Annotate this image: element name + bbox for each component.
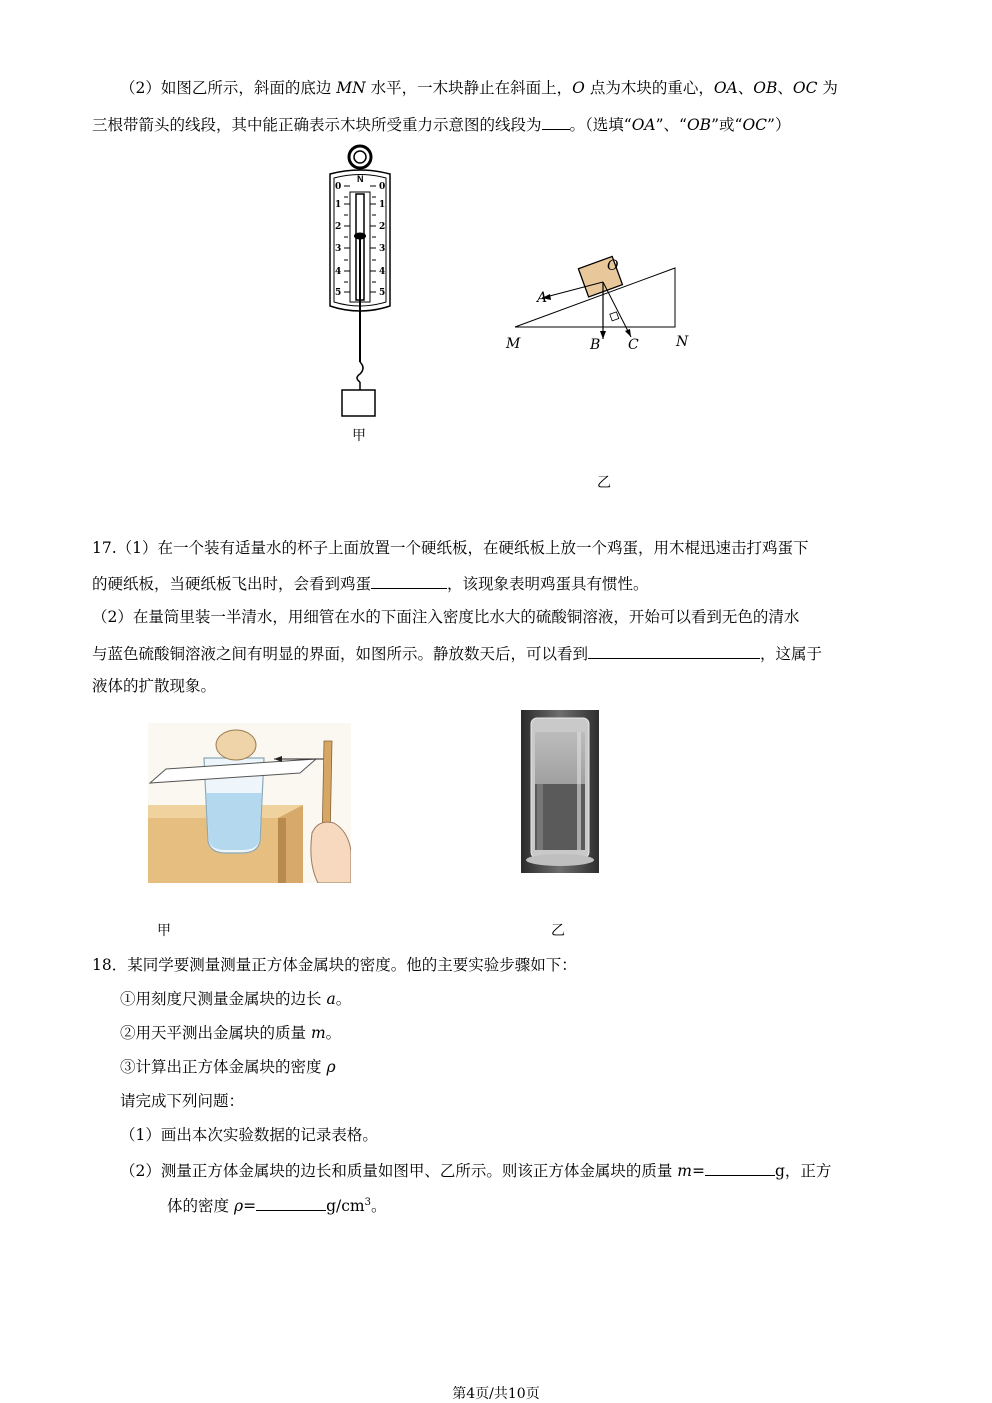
figure-caption-jia-2: 甲	[157, 923, 171, 939]
text: 为	[817, 79, 838, 97]
var-oc: OC	[792, 79, 818, 97]
text: ”、“	[655, 116, 687, 134]
spring-scale-figure	[320, 140, 400, 445]
q18-step3	[120, 1057, 336, 1077]
text: 。（选填“	[569, 116, 632, 134]
label-o: O	[607, 258, 619, 274]
density-answer-blank[interactable]	[256, 1194, 326, 1211]
scale-right-2: 2	[379, 222, 386, 232]
label-a: A	[537, 290, 548, 306]
q18-line1	[92, 955, 577, 975]
var-oa: OA	[713, 79, 738, 97]
scale-left-2: 2	[335, 222, 342, 232]
var-rho: ρ	[326, 1058, 336, 1076]
q18-part1	[120, 1125, 378, 1145]
q17-line1	[92, 538, 809, 558]
scale-left-3: 3	[335, 244, 342, 254]
answer-blank[interactable]	[588, 642, 760, 659]
superscript: 3	[364, 1197, 371, 1208]
text: （2）如图乙所示，斜面的底边	[120, 79, 337, 97]
text: 。	[325, 1024, 342, 1042]
text: 请完成下列问题：	[120, 1092, 245, 1110]
var-ob: OB	[753, 79, 778, 97]
incline-figure	[500, 245, 700, 355]
text: 点为木块的重心，	[584, 79, 714, 97]
text: 、	[777, 79, 793, 97]
var-a: a	[326, 990, 336, 1008]
text: =	[692, 1162, 705, 1180]
text: ，该现象表明鸡蛋具有惯性。	[447, 575, 649, 593]
var-oa: OA	[631, 116, 656, 134]
text: 。	[370, 1197, 387, 1216]
var-m: m	[310, 1024, 326, 1042]
var-ob: OB	[686, 116, 712, 134]
q18-part3	[167, 1193, 386, 1216]
text: ③计算出正方体金属块的密度	[120, 1058, 327, 1076]
scale-right-0: 0	[379, 182, 386, 192]
text: （2）测量正方体金属块的边长和质量如图甲、乙所示。则该正方体金属块的质量	[120, 1162, 678, 1180]
text: 17.（1）在一个装有适量水的杯子上面放置一个硬纸板，在硬纸板上放一个鸡蛋，用木棍迅速击打鸡蛋下	[92, 539, 809, 557]
label-c: C	[628, 337, 639, 353]
text: ②用天平测出金属块的质量	[120, 1024, 311, 1042]
scale-top-letter: N	[357, 174, 364, 184]
scale-left-4: 4	[335, 267, 342, 277]
label-m: M	[506, 336, 521, 352]
text: 水平，一木块静止在斜面上，	[365, 79, 573, 97]
text: 的硬纸板，当硬纸板飞出时，会看到鸡蛋	[92, 575, 372, 593]
text: 液体的扩散现象。	[92, 677, 217, 695]
text: ”）	[767, 116, 791, 134]
scale-left-1: 1	[335, 200, 342, 210]
text: 、	[737, 79, 754, 97]
text: 与蓝色硫酸铜溶液之间有明显的界面，如图所示。静放数天后，可以看到	[92, 645, 589, 663]
text: ，这属于	[760, 645, 823, 663]
q18-part2	[120, 1159, 831, 1181]
text: 。	[335, 990, 352, 1008]
figure-caption-yi-2: 乙	[551, 923, 565, 939]
scale-right-5: 5	[379, 288, 386, 298]
var-oc: OC	[742, 116, 768, 134]
text: 体的密度	[167, 1197, 234, 1216]
q17-line4	[92, 642, 822, 664]
text: ①用刻度尺测量金属块的边长	[120, 990, 327, 1008]
text: ”或“	[711, 116, 743, 134]
figure-caption-yi: 乙	[597, 475, 611, 491]
q18-step1	[120, 989, 351, 1009]
var-o: O	[572, 79, 585, 97]
q16-2-line1	[120, 78, 838, 98]
text: g/cm	[326, 1197, 365, 1216]
scale-right-4: 4	[379, 267, 386, 277]
scale-left-0: 0	[335, 182, 342, 192]
diffusion-cylinder-photo	[521, 710, 599, 873]
scale-right-1: 1	[379, 200, 386, 210]
var-mn: MN	[336, 79, 366, 97]
q18-prompt	[120, 1091, 244, 1111]
label-n: N	[676, 334, 689, 350]
text: 18．某同学要测量测量正方体金属块的密度。他的主要实验步骤如下：	[92, 956, 577, 974]
q16-2-line2	[92, 113, 790, 135]
q17-line5	[92, 676, 216, 696]
mass-answer-blank[interactable]	[705, 1159, 775, 1176]
figure-caption-jia: 甲	[352, 428, 366, 444]
answer-blank[interactable]	[371, 572, 447, 589]
scale-right-3: 3	[379, 244, 386, 254]
text: （2）在量筒里装一半清水，用细管在水的下面注入密度比水大的硫酸铜溶液，开始可以看到无色的清水	[92, 608, 800, 626]
q17-line3	[92, 607, 799, 627]
var-m: m	[677, 1162, 692, 1180]
page-footer: 第4页/共10页	[452, 1386, 540, 1402]
text: =	[243, 1197, 257, 1216]
egg-inertia-figure	[148, 723, 351, 883]
q18-step2	[120, 1023, 341, 1043]
text: 三根带箭头的线段，其中能正确表示木块所受重力示意图的线段为	[92, 116, 542, 134]
q17-line2	[92, 572, 649, 594]
var-rho: ρ	[233, 1197, 244, 1216]
text: （1）画出本次实验数据的记录表格。	[120, 1126, 378, 1144]
answer-blank[interactable]	[542, 113, 570, 130]
scale-left-5: 5	[335, 288, 342, 298]
text: g，正方	[775, 1162, 832, 1180]
label-b: B	[590, 337, 601, 353]
